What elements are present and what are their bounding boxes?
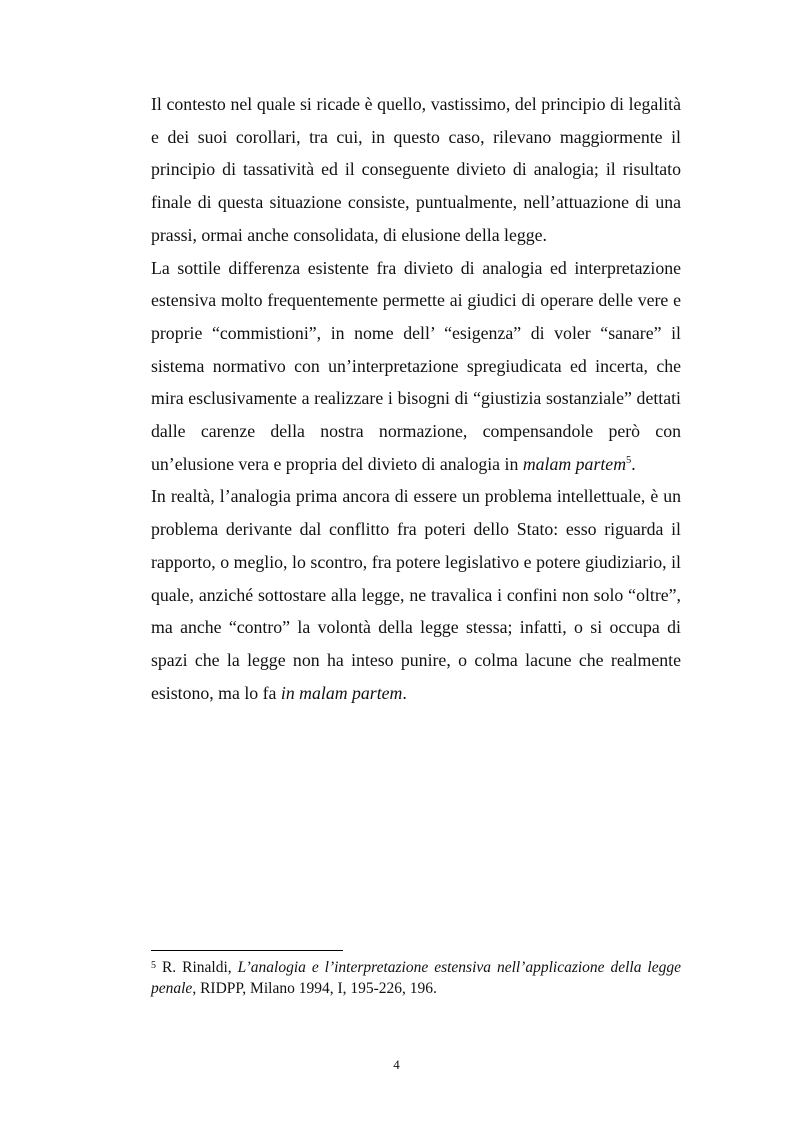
- paragraph-3: [151, 480, 681, 709]
- footnote-author: R. Rinaldi,: [161, 959, 238, 976]
- footnote-separator: [151, 950, 343, 951]
- footnote: [151, 957, 681, 999]
- page-number: 4: [393, 1057, 400, 1072]
- footnote-reference[interactable]: 5: [626, 454, 632, 466]
- paragraph-1: [151, 88, 681, 252]
- paragraph-text: Il contesto nel quale si ricade è quello, vastissimo, del principio di legalità e dei suoi corollari, tra cui, in questo caso, rilevano maggiormente il principio di tassatività ed il conseguente divieto di analogia; il risultato finale di questa situazione consiste, puntualmente, nell’attuazione di una prassi, ormai anche consolidata, di elusione della legge.: [151, 94, 681, 245]
- paragraph-text-end: .: [631, 453, 636, 474]
- paragraph-text: La sottile differenza esistente fra divieto di analogia ed interpretazione estensiva molto frequentemente permette ai giudici di operare delle vere e proprie “commistioni”, in nome dell’ “esigenza” di voler “sanare” il sistema normativo con un’interpretazione spregiudicata ed incerta, che mira esclusivamente a realizzare i bisogni di “giustizia sostanziale” dettati dalle carenze della nostra normazione, compensandole però con un’elusione vera e propria del divieto di analogia in: [151, 257, 681, 474]
- footnote-citation: , RIDPP, Milano 1994, I, 195-226, 196.: [192, 980, 437, 997]
- paragraph-text: In realtà, l’analogia prima ancora di essere un problema intellettuale, è un problema derivante dal conflitto fra poteri dello Stato: esso riguarda il rapporto, o meglio, lo scontro, fra potere legislativo e potere giudiziario, il quale, anziché sottostare alla legge, ne travalica i confini non solo “oltre”, ma anche “contro” la volontà della legge stessa; infatti, o si occupa di spazi che la legge non ha inteso punire, o colma lacune che realmente esistono, ma lo fa: [151, 486, 681, 703]
- paragraph-text-end: .: [402, 682, 407, 703]
- footnote-number: 5: [151, 960, 156, 971]
- italic-phrase: in malam partem: [280, 682, 403, 703]
- body-text: [151, 88, 681, 709]
- italic-phrase: malam partem: [522, 453, 627, 474]
- paragraph-2: [151, 252, 681, 481]
- footnote-title: L’analogia e l’interpretazione estensiva nell’applicazione della legge penale: [151, 959, 681, 997]
